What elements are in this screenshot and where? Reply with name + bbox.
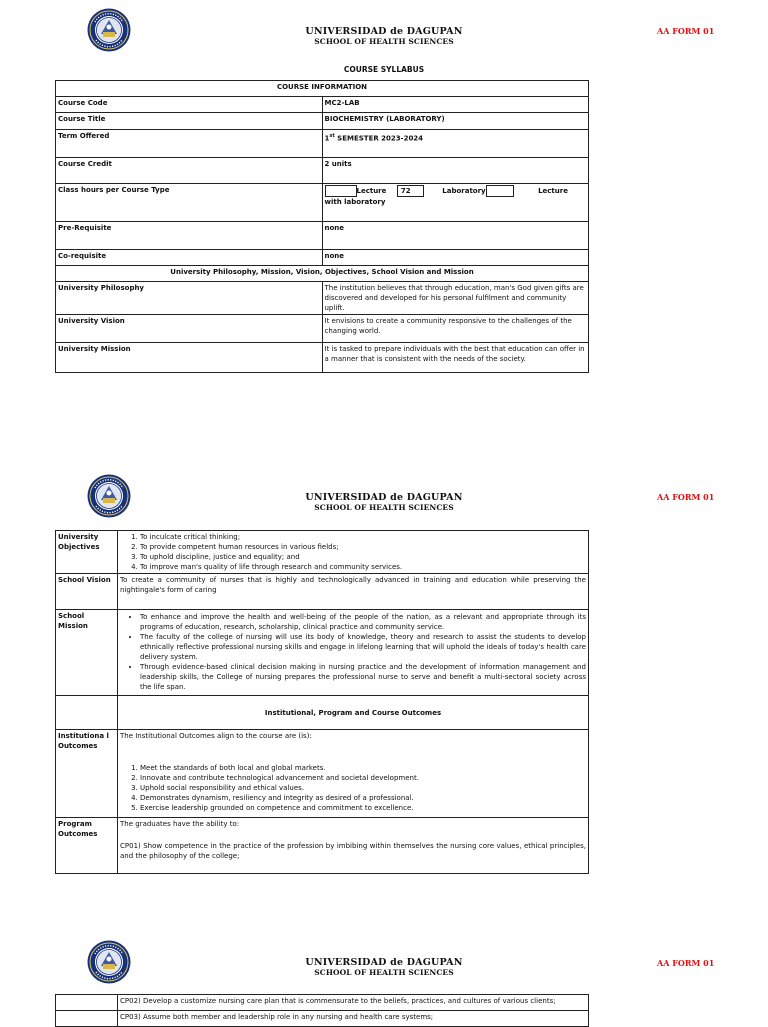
program-outcomes-label: Program Outcomes <box>56 818 118 874</box>
university-name: UNIVERSIDAD de DAGUPAN <box>305 957 463 968</box>
course-credit-value: 2 units <box>322 158 589 184</box>
coreq-label: Co-requisite <box>56 250 323 266</box>
outcomes-heading-blank <box>56 696 118 730</box>
philosophy-text: The institution believes that through education, man's God given gifts are discovered and developed for his personal fulfilment and community uplift. <box>322 282 589 315</box>
prereq-value: none <box>322 222 589 250</box>
page-header <box>0 27 768 47</box>
lecture-checkbox <box>325 185 357 197</box>
form-code: AA FORM 01 <box>657 26 715 36</box>
program-outcome-cp03: CP03) Assume both member and leadership role in any nursing and health care systems; <box>118 1011 589 1027</box>
lecture-lab-label: Lecture with laboratory <box>324 187 568 206</box>
vision-label: University Vision <box>56 315 323 343</box>
school-name: SCHOOL OF HEALTH SCIENCES <box>314 503 454 512</box>
course-info-heading: COURSE INFORMATION <box>56 81 589 97</box>
program-outcome-cp01: CP01) Show competence in the practice of the profession by imbibing within themselves the nursing core values, ethical principles, and the philosophy of the college; <box>120 842 586 860</box>
mission-item: • Through evidence-based clinical decision making in nursing practice and the development of information management and leadership skills, the College of nursing prepares the professional nurse to serve and benefit a multi-sectoral society across the life span. <box>140 662 586 692</box>
objective-item: 1. To inculcate critical thinking; <box>140 532 586 542</box>
institutional-item: 2. Innovate and contribute technological advancement and societal development. <box>140 773 586 783</box>
school-vision-label: School Vision <box>56 574 118 610</box>
lecture-label: Lecture <box>356 187 387 195</box>
school-name: SCHOOL OF HEALTH SCIENCES <box>314 968 454 977</box>
school-mission-label: School Mission <box>56 610 118 696</box>
institutional-intro: The Institutional Outcomes align to the course are (is): <box>120 732 312 740</box>
blank-label-cell <box>56 1011 118 1027</box>
institutional-item: 3. Uphold social responsibility and ethical values. <box>140 783 586 793</box>
program-outcomes-continued-table <box>55 994 589 1027</box>
course-info-table <box>55 80 589 373</box>
objective-item: 2. To provide competent human resources in various fields; <box>140 542 586 552</box>
page-header <box>0 493 768 513</box>
institutional-outcomes-label: Institutiona l Outcomes <box>56 730 118 818</box>
institutional-outcomes <box>118 730 589 818</box>
term-offered-label: Term Offered <box>56 130 323 158</box>
program-intro: The graduates have the ability to: <box>120 820 240 828</box>
prereq-label: Pre-Requisite <box>56 222 323 250</box>
class-hours-label: Class hours per Course Type <box>56 184 323 222</box>
term-offered-value: 1st SEMESTER 2023-2024 <box>322 130 589 158</box>
institutional-item: 4. Demonstrates dynamism, resiliency and integrity as desired of a professional. <box>140 793 586 803</box>
mission-item: • To enhance and improve the health and well-being of the people of the nation, as a relevant and appropriate through its programs of education, research, scholarship, clinical practice and community service. <box>140 612 586 632</box>
objective-item: 3. To uphold discipline, justice and equality; and <box>140 552 586 562</box>
page-header <box>0 958 768 978</box>
course-title-label: Course Title <box>56 113 323 130</box>
laboratory-checkbox <box>486 185 514 197</box>
form-code: AA FORM 01 <box>657 492 715 502</box>
mission-label: University Mission <box>56 343 323 373</box>
course-credit-label: Course Credit <box>56 158 323 184</box>
school-mission-list <box>118 610 589 696</box>
university-name: UNIVERSIDAD de DAGUPAN <box>305 26 463 37</box>
objectives-table <box>55 530 589 874</box>
objective-item: 4. To improve man's quality of life through research and community services. <box>140 562 586 572</box>
university-name: UNIVERSIDAD de DAGUPAN <box>305 492 463 503</box>
blank-label-cell <box>56 995 118 1011</box>
outcomes-heading: Institutional, Program and Course Outcomes <box>118 696 589 730</box>
philosophy-heading: University Philosophy, Mission, Vision, Objectives, School Vision and Mission <box>56 266 589 282</box>
school-vision-text: To create a community of nurses that is highly and technologically advanced in training and education while preserving the nightingale's form of caring <box>118 574 589 610</box>
form-code: AA FORM 01 <box>657 958 715 968</box>
course-code-value: MC2-LAB <box>322 97 589 113</box>
course-title-value: BIOCHEMISTRY (LABORATORY) <box>322 113 589 130</box>
institutional-item: 1. Meet the standards of both local and global markets. <box>140 763 586 773</box>
philosophy-label: University Philosophy <box>56 282 323 315</box>
mission-item: • The faculty of the college of nursing will use its body of knowledge, theory and research to assist the students to develop ethnically reflective professional nursing skills and engage in lifelong learning that will uphold the ideals of today's health care delivery system. <box>140 632 586 662</box>
objectives-label: University Objectives <box>56 531 118 574</box>
mission-text: It is tasked to prepare individuals with the best that education can offer in a manner that is consistent with the needs of the society. <box>322 343 589 373</box>
course-code-label: Course Code <box>56 97 323 113</box>
objectives-list <box>118 531 589 574</box>
institutional-item: 5. Exercise leadership grounded on competence and commitment to excellence. <box>140 803 586 813</box>
program-outcome-cp02: CP02) Develop a customize nursing care plan that is commensurate to the beliefs, practices, and cultures of various clients; <box>118 995 589 1011</box>
syllabus-title: COURSE SYLLABUS <box>343 65 425 74</box>
laboratory-label: Laboratory <box>442 187 486 195</box>
school-name: SCHOOL OF HEALTH SCIENCES <box>314 37 454 46</box>
program-outcomes <box>118 818 589 874</box>
lecture-hours: 72 <box>397 185 424 197</box>
vision-text: It envisions to create a community responsive to the challenges of the changing world. <box>322 315 589 343</box>
class-hours-value <box>322 184 589 222</box>
coreq-value: none <box>322 250 589 266</box>
